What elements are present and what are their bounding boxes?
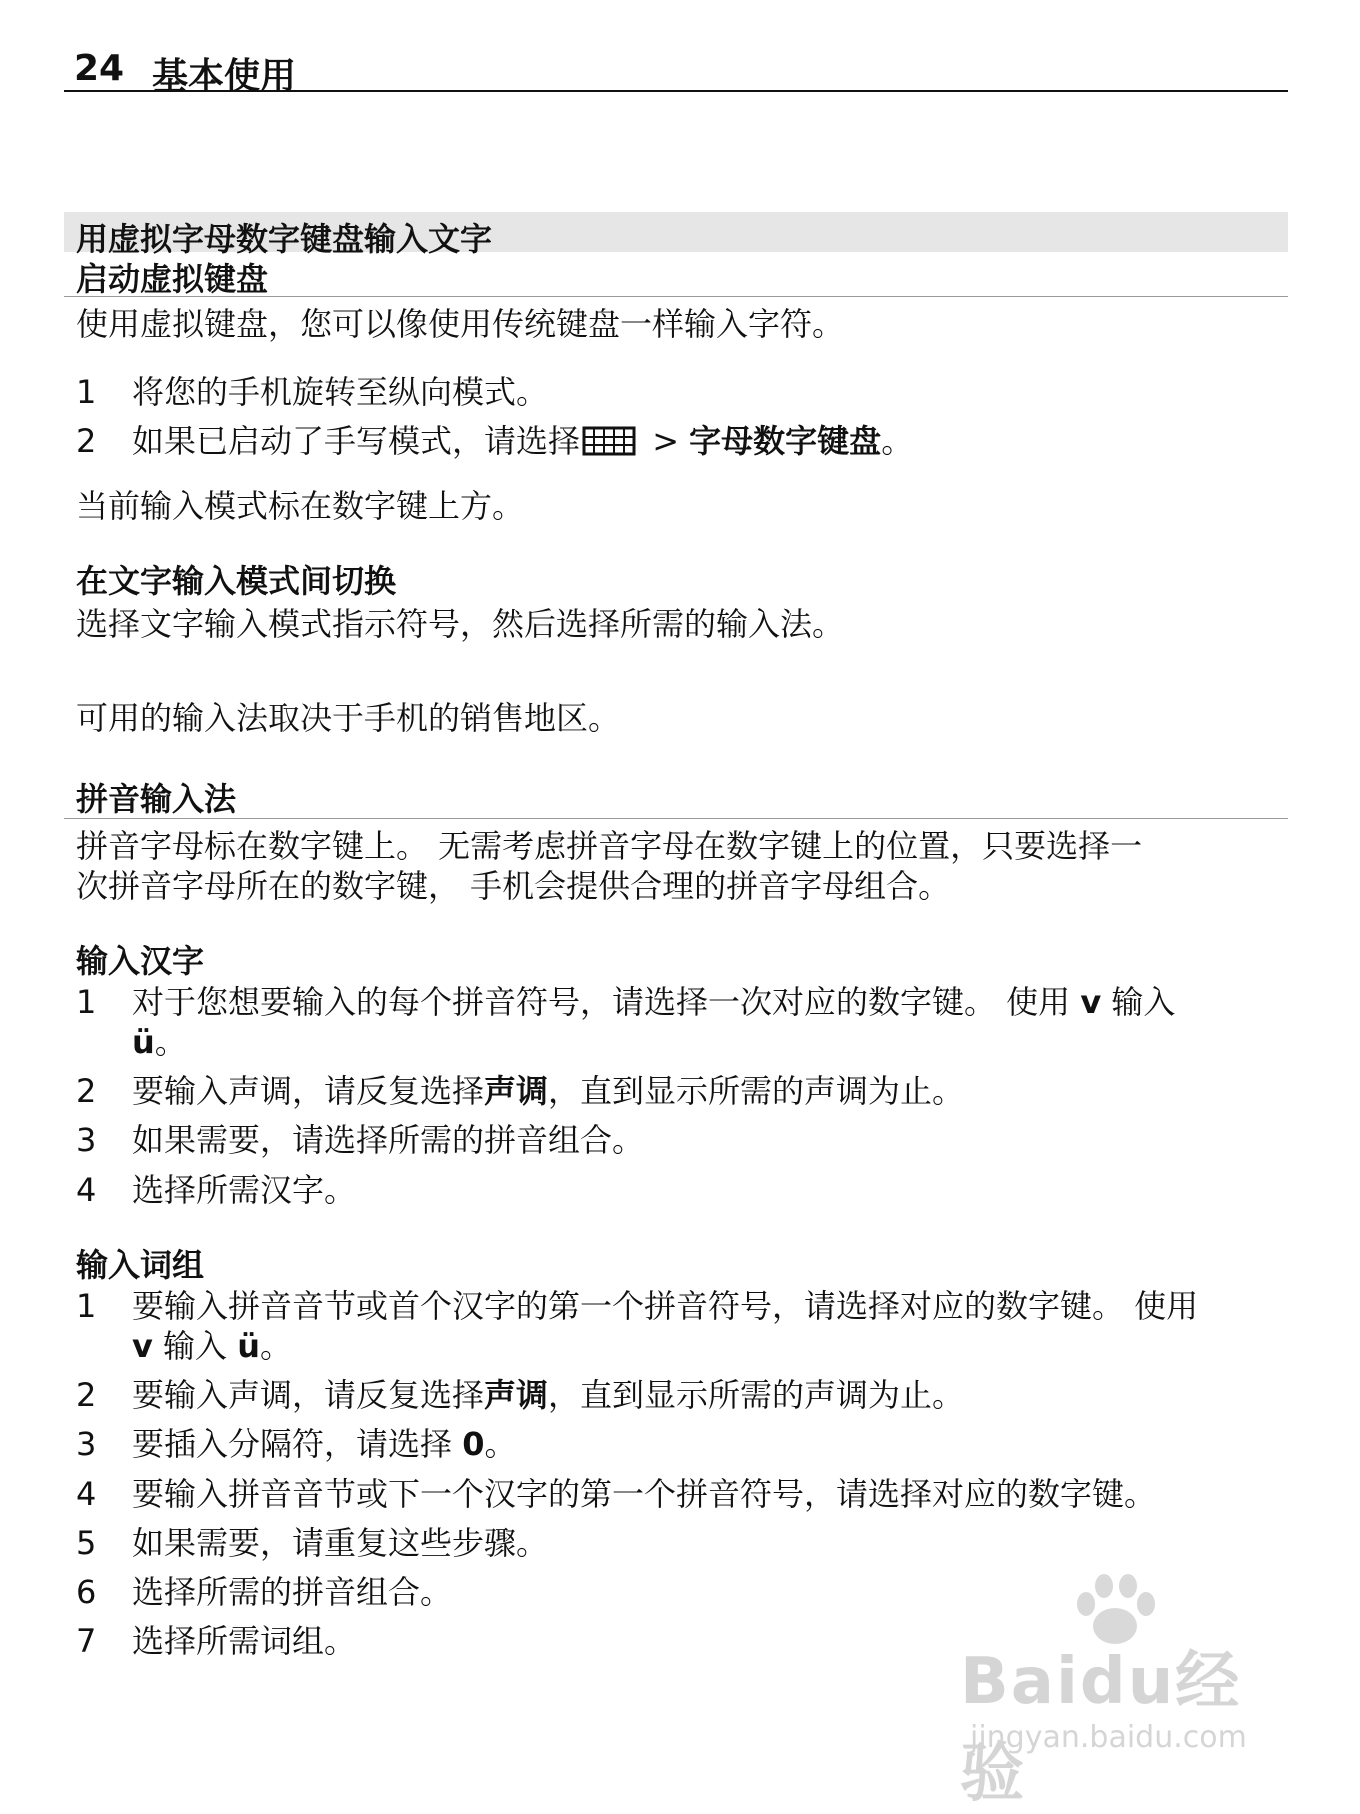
item-number: 1 <box>76 1287 97 1325</box>
item-text-part: 如果已启动了手写模式，请选择 <box>132 422 581 460</box>
item-text-part: 输入 <box>1101 983 1176 1021</box>
item-number: 4 <box>76 1475 97 1513</box>
item-number: 5 <box>76 1524 97 1562</box>
paragraph: 选择文字输入模式指示符号，然后选择所需的输入法。 <box>76 605 845 643</box>
item-number: 3 <box>76 1425 97 1463</box>
page-header <box>64 44 1288 97</box>
item-text: 将您的手机旋转至纵向模式。 <box>132 373 549 411</box>
intro-paragraph: 使用虚拟键盘，您可以像使用传统键盘一样输入字符。 <box>76 305 845 343</box>
tone-option: 声调 <box>484 1376 549 1414</box>
heading-switch-input-mode: 在文字输入模式间切换 <box>76 562 397 600</box>
heading-start-virtual-keyboard: 启动虚拟键盘 <box>76 260 269 298</box>
item-number: 1 <box>76 983 97 1021</box>
baidu-watermark <box>960 1570 1290 1811</box>
item-text <box>132 982 1286 1062</box>
section-title-bar <box>64 212 1288 258</box>
item-text-part: 。 <box>260 1327 293 1365</box>
item-number: 3 <box>76 1121 97 1159</box>
item-text: 如果需要，请选择所需的拼音组合。 <box>132 1121 645 1159</box>
item-text-part: 要输入声调，请反复选择 <box>132 1376 485 1414</box>
bold-u-umlaut: ü <box>132 1023 155 1061</box>
item-number: 7 <box>76 1622 97 1660</box>
paragraph: 可用的输入法取决于手机的销售地区。 <box>76 699 621 737</box>
section-title: 用虚拟字母数字键盘输入文字 <box>76 220 493 258</box>
heading-pinyin-input: 拼音输入法 <box>76 780 237 818</box>
paragraph: 次拼音字母所在的数字键， 手机会提供合理的拼音字母组合。 <box>76 867 951 905</box>
chapter-title: 基本使用 <box>152 56 297 97</box>
divider <box>64 818 1288 819</box>
item-text-part: 。 <box>484 1425 517 1463</box>
alphanumeric-keyboard-option: 字母数字键盘 <box>689 422 882 460</box>
item-text <box>132 1071 1286 1111</box>
item-text: 选择所需词组。 <box>132 1622 357 1660</box>
heading-input-phrase: 输入词组 <box>76 1246 205 1284</box>
bold-key-v: v <box>1080 983 1102 1021</box>
item-number: 4 <box>76 1171 97 1209</box>
paragraph: 拼音字母标在数字键上。 无需考虑拼音字母在数字键上的位置，只要选择一 <box>76 827 1143 865</box>
heading-input-chinese-character: 输入汉字 <box>76 942 205 980</box>
bold-key-zero: 0 <box>462 1425 485 1463</box>
keyboard-grid-icon <box>582 424 636 458</box>
item-text-part: 要输入拼音音节或首个汉字的第一个拼音符号，请选择对应的数字键。 使用 <box>132 1287 1199 1325</box>
tone-option: 声调 <box>484 1072 549 1110</box>
item-number: 2 <box>76 422 97 460</box>
page-number: 24 <box>74 48 125 89</box>
item-text-part: 对于您想要输入的每个拼音符号，请选择一次对应的数字键。 使用 <box>132 983 1081 1021</box>
item-text-part: > <box>642 422 690 460</box>
item-text-part: 。 <box>154 1023 187 1061</box>
item-text-part: 要插入分隔符，请选择 <box>132 1425 463 1463</box>
item-text: 要输入拼音音节或下一个汉字的第一个拼音符号，请选择对应的数字键。 <box>132 1475 1157 1513</box>
bold-key-v: v <box>132 1327 153 1365</box>
item-number: 1 <box>76 373 97 411</box>
item-text-part: 要输入声调，请反复选择 <box>132 1072 485 1110</box>
item-text <box>132 1424 1286 1464</box>
item-number: 2 <box>76 1072 97 1110</box>
item-text: 选择所需汉字。 <box>132 1171 357 1209</box>
item-number: 6 <box>76 1573 97 1611</box>
item-text-part: ，直到显示所需的声调为止。 <box>548 1072 965 1110</box>
item-text <box>132 1286 1286 1366</box>
item-text-part: 。 <box>881 422 914 460</box>
item-text: 如果需要，请重复这些步骤。 <box>132 1524 549 1562</box>
watermark-brand: Baidu经验 <box>960 1645 1242 1811</box>
note-paragraph: 当前输入模式标在数字键上方。 <box>76 487 525 525</box>
item-text <box>132 421 1286 461</box>
item-text-part: 输入 <box>152 1327 238 1365</box>
item-text-part: ，直到显示所需的声调为止。 <box>548 1376 965 1414</box>
item-number: 2 <box>76 1376 97 1414</box>
bold-u-umlaut: ü <box>237 1327 260 1365</box>
item-text <box>132 1375 1286 1415</box>
divider <box>64 296 1288 297</box>
item-text: 选择所需的拼音组合。 <box>132 1573 453 1611</box>
watermark-url: jingyan.baidu.com <box>970 1720 1247 1755</box>
